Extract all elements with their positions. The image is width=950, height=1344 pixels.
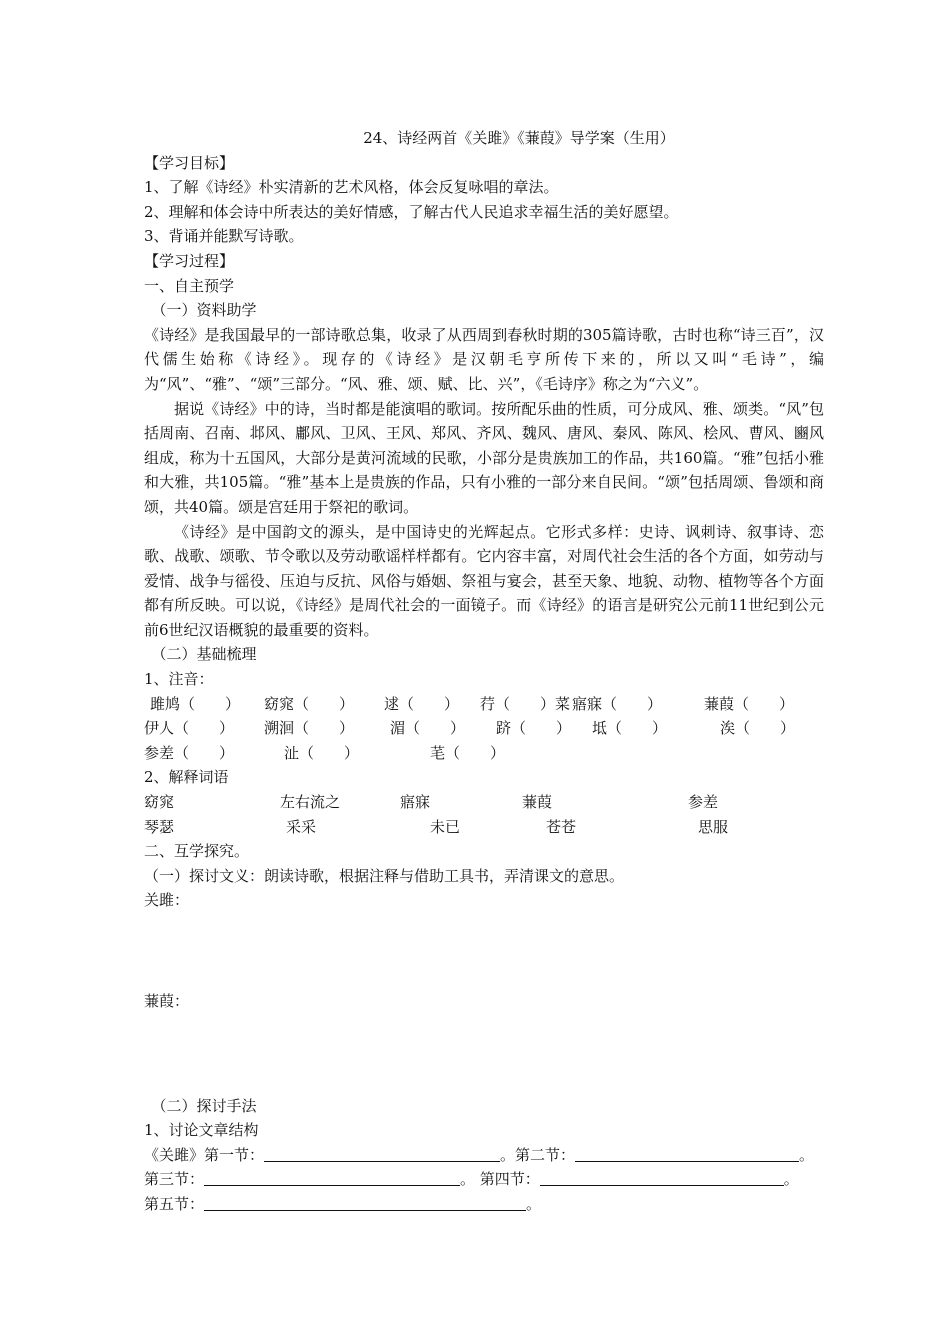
guanju-answer-space[interactable] <box>144 913 824 989</box>
objectives-heading: 【学习目标】 <box>144 153 235 172</box>
word-item: 思服 <box>698 817 729 836</box>
words-row-1 <box>144 790 824 815</box>
pinyin-item: 沚（ ） <box>284 743 360 762</box>
word-item: 参差 <box>688 793 719 812</box>
structure-line-2: 第三节： 。 第四节： 。 <box>144 1170 799 1189</box>
words-row-2 <box>144 815 824 840</box>
part2-heading: 二、互学探究。 <box>144 842 250 861</box>
jianjia-answer-space[interactable] <box>144 1014 824 1094</box>
answer-blank[interactable] <box>575 1145 799 1162</box>
pinyin-item: 逑（ ） <box>384 694 460 713</box>
structure-line-1: 《关雎》第一节： 。第二节： 。 <box>144 1145 815 1164</box>
answer-blank[interactable] <box>264 1145 500 1162</box>
objective-item-3: 3、背诵并能默写诗歌。 <box>144 227 304 246</box>
pinyin-item: 寤寐（ ） <box>572 694 663 713</box>
pinyin-item: 窈窕（ ） <box>264 694 355 713</box>
answer-blank[interactable] <box>204 1194 526 1211</box>
pinyin-heading: 1、注音： <box>144 670 214 689</box>
objective-item-2: 2、理解和体会诗中所表达的美好情感，了解古代人民追求幸福生活的美好愿望。 <box>144 202 679 221</box>
pinyin-item: 伊人（ ） <box>144 719 235 738</box>
pinyin-item: 参差（ ） <box>144 743 235 762</box>
explore1-heading: （一）探讨文义：朗读诗歌，根据注释与借助工具书，弄清课文的意思。 <box>144 866 625 885</box>
word-item: 未已 <box>430 817 461 836</box>
guanju-label: 关雎： <box>144 891 190 910</box>
word-item: 采采 <box>286 817 317 836</box>
objective-item-1: 1、了解《诗经》朴实清新的艺术风格，体会反复咏唱的章法。 <box>144 178 559 197</box>
answer-blank[interactable] <box>540 1169 784 1186</box>
pinyin-item: 雎鸠（ ） <box>150 694 241 713</box>
page-title: 24、诗经两首《关雎》《蒹葭》导学案（生用） <box>363 129 675 147</box>
pinyin-item: 溯洄（ ） <box>264 719 355 738</box>
pinyin-item: 蒹葭（ ） <box>704 694 795 713</box>
jianjia-label: 蒹葭： <box>144 992 190 1010</box>
pinyin-item: 涘（ ） <box>720 719 796 738</box>
structure-line-3: 第五节： 。 <box>144 1194 542 1213</box>
answer-blank[interactable] <box>204 1169 460 1186</box>
word-item: 窈窕 <box>144 793 175 812</box>
pinyin-item: 湄（ ） <box>390 719 466 738</box>
paragraph-2: 据说《诗经》中的诗，当时都是能演唱的歌词。按所配乐曲的性质，可分成风、雅、颂类。“风”包括周南、召南、邶风、鄘风、卫风、王风、郑风、齐风、魏风、唐风、秦风、陈风、桧风、曹风、豳风组成，称为十五国风，大部分是黄河流域的民歌，小部分是贵族加工的作品，共160篇。“雅”包括小雅和大雅，共105篇。“雅”基本上是贵族的作品，只有小雅的一部分来自民间。“颂”包括周颂、鲁颂和商颂，共40篇。颂是宫廷用于祭祀的歌词。 <box>144 399 824 516</box>
pinyin-row-1 <box>144 692 824 717</box>
explore2-heading: （二）探讨手法 <box>151 1096 257 1115</box>
pinyin-row-3 <box>144 741 824 766</box>
words-heading: 2、解释词语 <box>144 768 229 787</box>
process-heading: 【学习过程】 <box>144 251 235 270</box>
structure-heading: 1、讨论文章结构 <box>144 1121 259 1140</box>
paragraph-3: 《诗经》是中国韵文的源头，是中国诗史的光辉起点。它形式多样：史诗、讽刺诗、叙事诗、恋歌、战歌、颂歌、节令歌以及劳动歌谣样样都有。它内容丰富，对周代社会生活的各个方面，如劳动与爱情、战争与徭役、压迫与反抗、风俗与婚姻、祭祖与宴会，甚至天象、地貌、动物、植物等各个方面都有所反映。可以说，《诗经》是周代社会的一面镜子。而《诗经》的语言是研究公元前11世纪到公元前6世纪汉语概貌的最重要的资料。 <box>144 522 824 639</box>
part1-heading: 一、自主预学 <box>144 276 235 295</box>
word-item: 蒹葭 <box>522 793 553 812</box>
pinyin-row-2 <box>144 716 824 741</box>
pinyin-item: 跻（ ） <box>496 719 572 738</box>
sub2-heading: （二）基础梳理 <box>151 645 257 664</box>
pinyin-item: 坻（ ） <box>592 719 668 738</box>
worksheet-page <box>144 126 824 1217</box>
pinyin-item: 芼（ ） <box>430 743 506 762</box>
word-item: 琴瑟 <box>144 817 175 836</box>
word-item: 苍苍 <box>546 817 577 836</box>
paragraph-1: 《诗经》是我国最早的一部诗歌总集，收录了从西周到春秋时期的305篇诗歌，古时也称“诗三百”，汉代儒生始称《诗经》。现存的《诗经》是汉朝毛亨所传下来的，所以又叫“毛诗”，编为“风”、“雅”、“颂”三部分。“风、雅、颂、赋、比、兴”，《毛诗序》称之为“六义”。 <box>144 325 824 393</box>
sub1-heading: （一）资料助学 <box>151 301 257 320</box>
word-item: 寤寐 <box>400 793 431 812</box>
pinyin-item: 荇（ ）菜 <box>480 694 571 713</box>
word-item: 左右流之 <box>280 793 341 812</box>
